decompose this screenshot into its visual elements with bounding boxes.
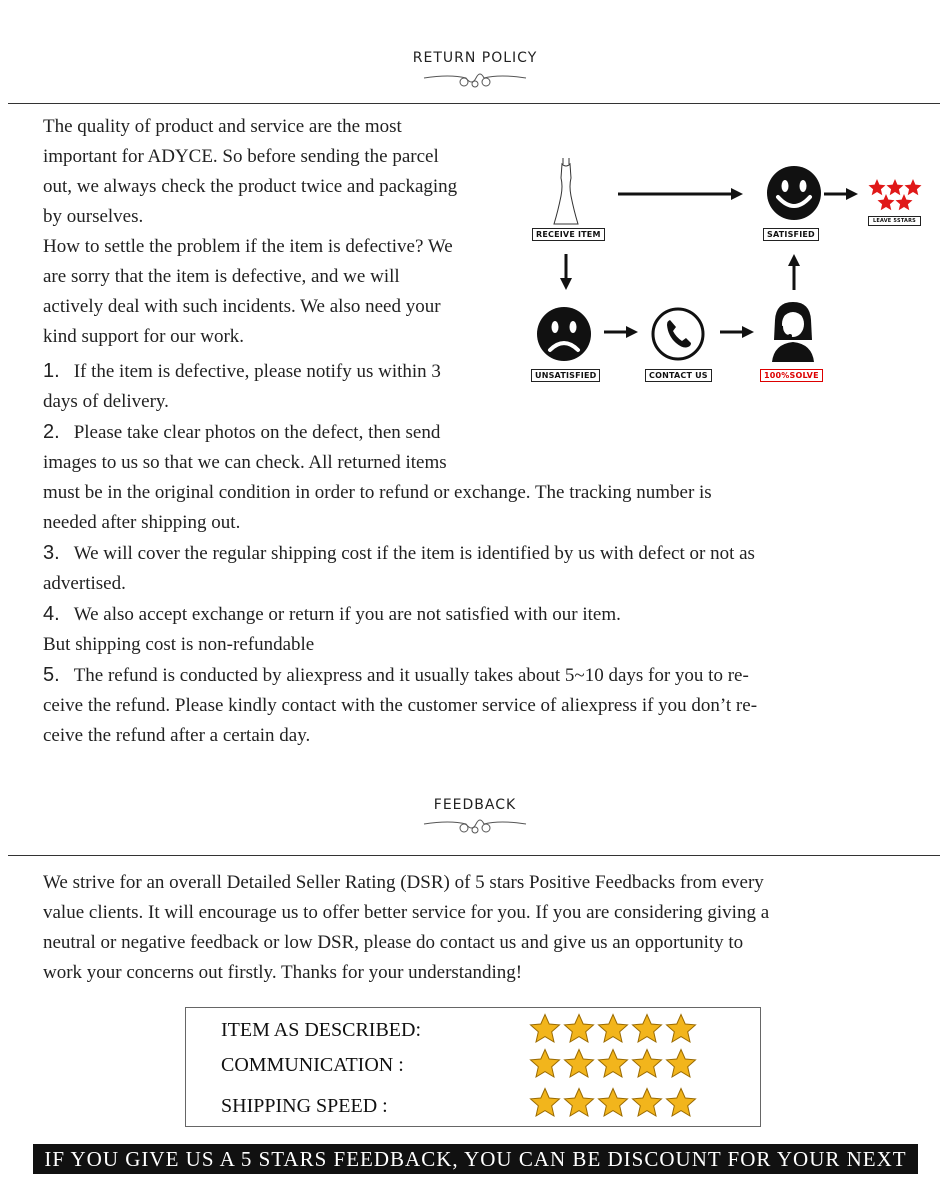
item-number: 1. xyxy=(43,360,60,382)
text-line: But shipping cost is non-refundable xyxy=(43,634,315,655)
policy-item-2: 2. Please take clear photos on the defect, then send xyxy=(43,421,441,443)
feedback-title: FEEDBACK xyxy=(433,797,517,813)
text-line: actively deal with such incidents. We also need your xyxy=(43,296,441,317)
satisfied-label: SATISFIED xyxy=(763,228,819,241)
phone-icon xyxy=(650,306,706,362)
rating-label-item-as-described: ITEM AS DESCRIBED: xyxy=(221,1019,422,1041)
arrow-right-icon xyxy=(824,186,858,202)
leave-5stars-label: LEAVE 5STARS xyxy=(868,216,921,226)
flourish-ornament-icon xyxy=(420,814,530,836)
text-line: ceive the refund after a certain day. xyxy=(43,725,311,746)
text-line: by ourselves. xyxy=(43,206,144,227)
gold-star-icon xyxy=(597,1087,629,1119)
return-flow-diagram xyxy=(528,150,928,390)
gold-star-icon xyxy=(665,1013,697,1045)
return-policy-items xyxy=(43,356,923,751)
text-line: important for ADYCE. So before sending the parcel xyxy=(43,146,439,167)
star-rating xyxy=(529,1048,697,1080)
text-line: needed after shipping out. xyxy=(43,512,241,533)
arrow-right-icon xyxy=(618,186,743,202)
text-line: are sorry that the item is defective, and we will xyxy=(43,266,400,287)
text-line: ceive the refund. Please kindly contact with the customer service of aliexpress if you don’t re- xyxy=(43,695,758,716)
gold-star-icon xyxy=(665,1048,697,1080)
text-line: days of delivery. xyxy=(43,391,169,412)
text-line: The quality of product and service are the most xyxy=(43,116,402,137)
gold-star-icon xyxy=(597,1013,629,1045)
text-line: images to us so that we can check. All returned items xyxy=(43,452,447,473)
ratings-box xyxy=(185,1007,761,1127)
feedback-text xyxy=(43,868,923,988)
text-line: work your concerns out firstly. Thanks for your understanding! xyxy=(43,962,523,983)
gold-star-icon xyxy=(529,1013,561,1045)
text-line: How to settle the problem if the item is defective? We xyxy=(43,236,453,257)
gold-star-icon xyxy=(563,1048,595,1080)
flourish-ornament-icon xyxy=(420,68,530,90)
text-line: out, we always check the product twice and packaging xyxy=(43,176,458,197)
policy-item-1: 1. If the item is defective, please notify us within 3 xyxy=(43,360,441,382)
gold-star-icon xyxy=(631,1048,663,1080)
receive-item-label: RECEIVE ITEM xyxy=(532,228,605,241)
gold-star-icon xyxy=(631,1013,663,1045)
gold-star-icon xyxy=(563,1087,595,1119)
item-number: 3. xyxy=(43,542,60,564)
gold-star-icon xyxy=(529,1087,561,1119)
gold-star-icon xyxy=(597,1048,629,1080)
unsatisfied-label: UNSATISFIED xyxy=(531,369,600,382)
star-rating xyxy=(529,1013,697,1045)
text-line: kind support for our work. xyxy=(43,326,245,347)
item-number: 5. xyxy=(43,664,60,686)
rating-label-shipping-speed: SHIPPING SPEED : xyxy=(221,1095,388,1117)
divider xyxy=(8,103,940,104)
solve-label: 100%SOLVE xyxy=(760,369,823,382)
item-number: 2. xyxy=(43,421,60,443)
sad-face-icon xyxy=(536,306,592,362)
return-policy-title: RETURN POLICY xyxy=(412,50,538,66)
gold-star-icon xyxy=(665,1087,697,1119)
gold-star-icon xyxy=(563,1013,595,1045)
discount-banner: IF YOU GIVE US A 5 STARS FEEDBACK, YOU CAN BE DISCOUNT FOR YOUR NEXT ORDER xyxy=(33,1144,918,1174)
support-agent-icon xyxy=(768,300,818,362)
policy-item-3: 3. We will cover the regular shipping cost if the item is identified by us with defect or not as xyxy=(43,542,755,564)
arrow-right-icon xyxy=(604,324,638,340)
text-line: advertised. xyxy=(43,573,126,594)
arrow-right-icon xyxy=(720,324,754,340)
rating-label-communication: COMMUNICATION : xyxy=(221,1054,404,1076)
text-line: value clients. It will encourage us to offer better service for you. If you are considering giving a xyxy=(43,902,770,923)
arrow-down-icon xyxy=(558,254,574,290)
divider xyxy=(8,855,940,856)
return-policy-intro xyxy=(43,112,533,352)
text-line: neutral or negative feedback or low DSR, please do contact us and give us an opportunity to xyxy=(43,932,744,953)
gold-star-icon xyxy=(529,1048,561,1080)
policy-item-4: 4. We also accept exchange or return if you are not satisfied with our item. xyxy=(43,603,621,625)
policy-item-5: 5. The refund is conducted by aliexpress and it usually takes about 5~10 days for you to re- xyxy=(43,664,749,686)
text-line: must be in the original condition in order to refund or exchange. The tracking number is xyxy=(43,482,712,503)
smiley-face-icon xyxy=(766,165,822,221)
arrow-up-icon xyxy=(786,254,802,290)
dress-icon xyxy=(552,156,580,226)
gold-star-icon xyxy=(631,1087,663,1119)
red-stars-icon xyxy=(868,178,922,212)
contact-us-label: CONTACT US xyxy=(645,369,712,382)
star-rating xyxy=(529,1087,697,1119)
text-line: We strive for an overall Detailed Seller Rating (DSR) of 5 stars Positive Feedbacks from every xyxy=(43,872,764,893)
item-number: 4. xyxy=(43,603,60,625)
